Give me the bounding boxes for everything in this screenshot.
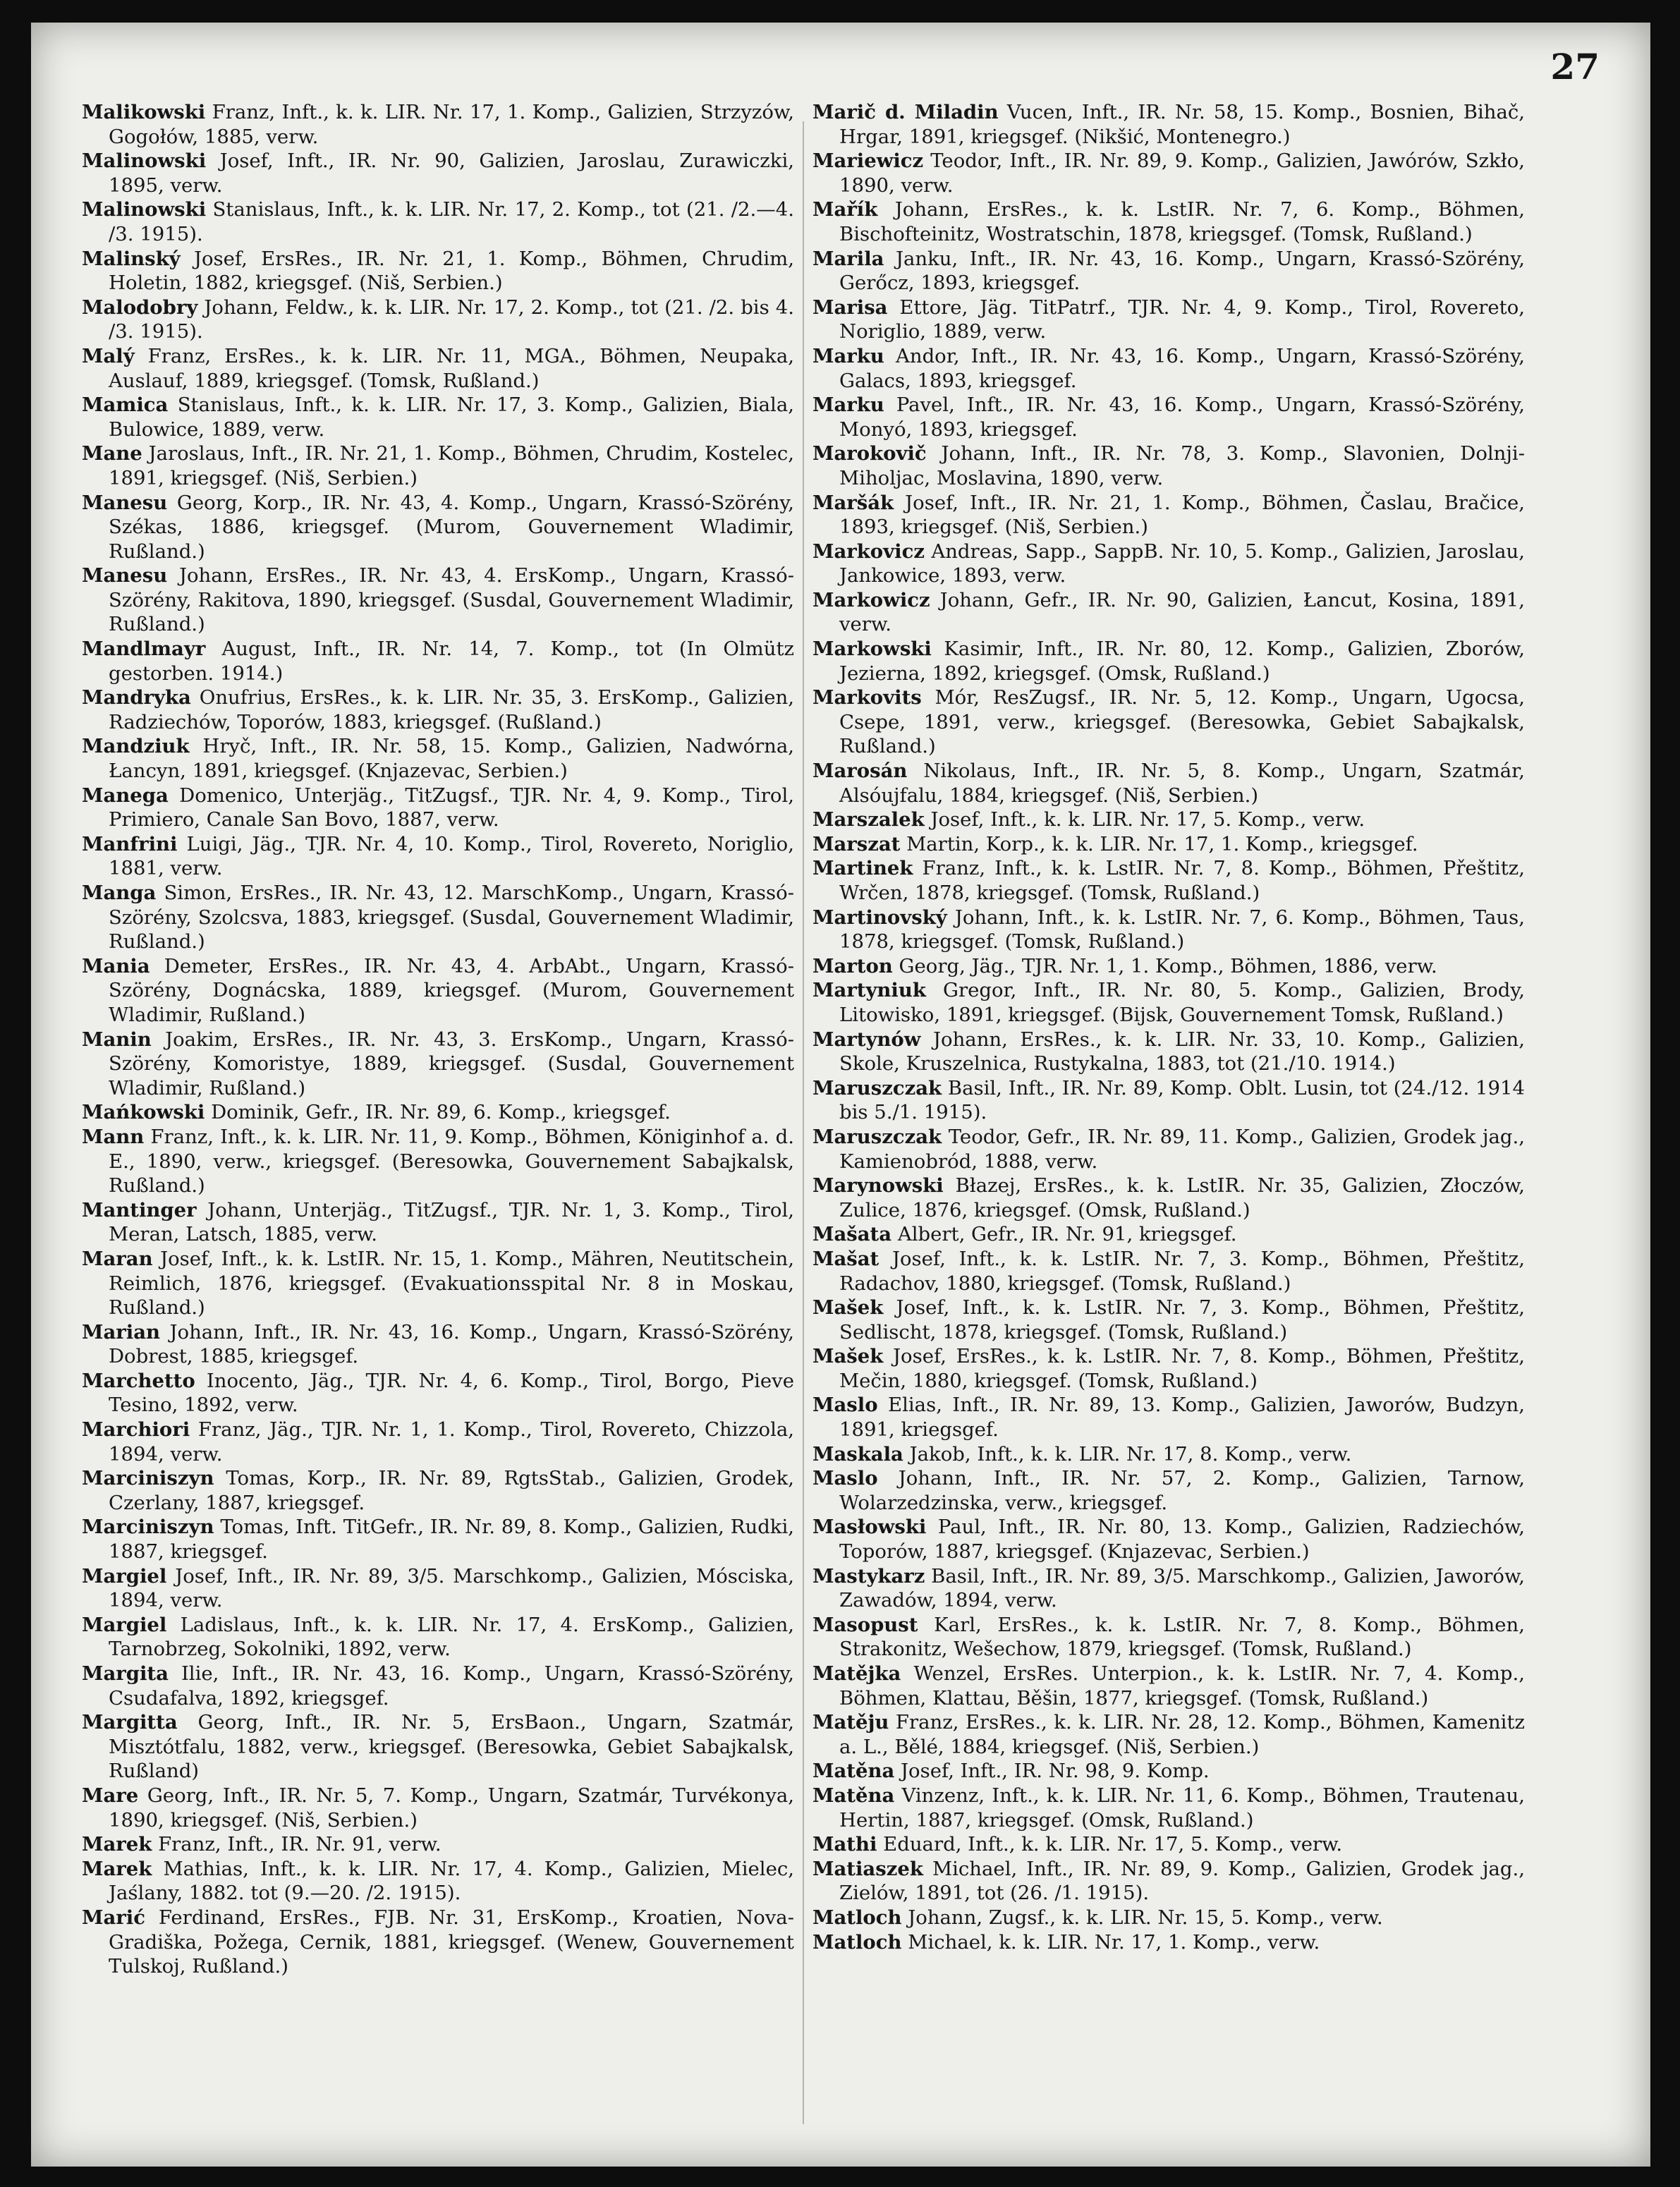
entry-surname: Marku (812, 344, 884, 367)
register-entry (812, 1710, 1525, 1759)
register-entry (812, 978, 1525, 1027)
entry-details: Simon, ErsRes., IR. Nr. 43, 12. MarschKomp., Ungarn, Krassó-Szörény, Szolcsva, 1883, kriegsgef. (Susdal, Gouvernement Wladimir, Rußland.) (109, 882, 794, 954)
entry-details: Franz, Jäg., TJR. Nr. 1, 1. Komp., Tirol, Rovereto, Chizzola, 1894, verw. (109, 1418, 795, 1466)
register-entry (82, 441, 794, 490)
entry-surname: Mandryka (82, 686, 191, 709)
entry-details: Teodor, Inft., IR. Nr. 89, 9. Komp., Galizien, Jawórów, Szkło, 1890, verw. (839, 150, 1525, 197)
entry-details: Luigi, Jäg., TJR. Nr. 4, 10. Komp., Tirol, Rovereto, Noriglio, 1881, verw. (109, 832, 794, 880)
register-entry (812, 1857, 1525, 1906)
entry-surname: Margiel (82, 1564, 167, 1588)
entry-surname: Martyniuk (812, 979, 926, 1002)
entry-surname: Mašek (812, 1296, 884, 1320)
entry-details: Albert, Gefr., IR. Nr. 91, kriegsgef. (897, 1223, 1237, 1246)
entry-details: Dominik, Gefr., IR. Nr. 89, 6. Komp., kriegsgef. (211, 1101, 671, 1124)
register-entry (812, 344, 1525, 393)
page-number: 27 (1550, 46, 1600, 87)
register-entry (812, 1564, 1525, 1613)
entry-surname: Marek (82, 1833, 152, 1856)
entry-details: Ferdinand, ErsRes., FJB. Nr. 31, ErsKomp., Kroatien, Nova-Gradiška, Požega, Cernik, 1881, kriegsgef. (Wenew, Gouvernement Tulskoj, Rußland.) (109, 1906, 794, 1978)
entry-surname: Mania (82, 954, 150, 977)
entry-details: Johann, Gefr., IR. Nr. 90, Galizien, Łancut, Kosina, 1891, verw. (839, 588, 1526, 636)
entry-details: Teodor, Gefr., IR. Nr. 89, 11. Komp., Galizien, Grodek jag., Kamienobród, 1888, verw. (839, 1125, 1525, 1173)
register-entry (82, 149, 794, 197)
register-entry (812, 1662, 1525, 1710)
register-entry (812, 540, 1525, 588)
entry-details: Franz, Inft., k. k. LIR. Nr. 17, 1. Komp., Galizien, Strzyzów, Gogołów, 1885, verw. (109, 101, 794, 148)
entry-surname: Manega (82, 784, 169, 807)
left-column (82, 100, 794, 1979)
register-entry (82, 1320, 794, 1369)
entry-surname: Maslo (812, 1394, 878, 1417)
register-entry (82, 247, 794, 296)
entry-surname: Marila (812, 247, 884, 270)
entry-details: Domenico, Unterjäg., TitZugsf., TJR. Nr. 4, 9. Komp., Tirol, Primiero, Canale San Bovo, 1887, verw. (109, 784, 795, 831)
entry-surname: Matloch (812, 1906, 902, 1929)
register-entry (812, 1028, 1525, 1076)
entry-details: Johann, Inft., IR. Nr. 57, 2. Komp., Galizien, Tarnow, Wolarzedzinska, verw., kriegsgef. (839, 1467, 1525, 1514)
register-entry (82, 832, 794, 881)
entry-details: Jakob, Inft., k. k. LIR. Nr. 17, 8. Komp., verw. (909, 1442, 1352, 1466)
register-entry (82, 344, 794, 393)
entry-surname: Masłowski (812, 1516, 927, 1539)
entry-details: Josef, ErsRes., IR. Nr. 21, 1. Komp., Böhmen, Chrudim, Holetin, 1882, kriegsgef. (Niš, Serbien.) (109, 247, 794, 295)
register-entry (82, 1198, 794, 1247)
entry-details: Mathias, Inft., k. k. LIR. Nr. 17, 4. Komp., Galizien, Mielec, Jaślany, 1882. tot (9.—20. /2. 1915). (109, 1857, 794, 1905)
register-entry (812, 441, 1525, 490)
register-entry (812, 1906, 1525, 1930)
entry-surname: Mańkowski (82, 1101, 205, 1124)
entry-surname: Mathi (812, 1833, 877, 1856)
entry-details: Inocento, Jäg., TJR. Nr. 4, 6. Komp., Tirol, Borgo, Pieve Tesino, 1892, verw. (109, 1369, 794, 1417)
entry-details: Eduard, Inft., k. k. LIR. Nr. 17, 5. Komp., verw. (883, 1833, 1343, 1856)
entry-details: Basil, Inft., IR. Nr. 89, 3/5. Marschkomp., Galizien, Jaworów, Zawadów, 1894, verw. (839, 1564, 1525, 1612)
register-entry (812, 149, 1525, 197)
entry-surname: Martinek (812, 857, 913, 880)
entry-details: Paul, Inft., IR. Nr. 80, 13. Komp., Galizien, Radziechów, Toporów, 1887, kriegsgef. (Knjazevac, Serbien.) (839, 1516, 1526, 1564)
entry-details: Johann, ErsRes., IR. Nr. 43, 4. ErsKomp., Ungarn, Krassó-Szörény, Rakitova, 1890, kriegsgef. (Susdal, Gouvernement Wladimir, Rußland.) (109, 564, 794, 636)
register-entry (812, 1784, 1525, 1832)
entry-surname: Marchetto (82, 1369, 195, 1392)
entry-surname: Marič d. Miladin (812, 101, 999, 123)
entry-surname: Manin (82, 1028, 152, 1051)
register-entry (812, 856, 1525, 905)
entry-details: Demeter, ErsRes., IR. Nr. 43, 4. ArbAbt., Ungarn, Krassó-Szörény, Dognácska, 1889, kriegsgef. (Murom, Gouvernement Wladimir, Rußland.) (109, 954, 794, 1026)
entry-details: Johann, Inft., IR. Nr. 78, 3. Komp., Slavonien, Dolnji-Miholjac, Moslavina, 1890, verw. (839, 442, 1525, 489)
entry-details: Josef, Inft., IR. Nr. 89, 3/5. Marschkomp., Galizien, Mósciska, 1894, verw. (109, 1564, 794, 1612)
entry-surname: Matěna (812, 1760, 895, 1783)
entry-surname: Maskala (812, 1442, 903, 1466)
entry-surname: Marchiori (82, 1418, 190, 1442)
register-entry (82, 637, 794, 686)
register-entry (82, 1418, 794, 1466)
entry-details: Kasimir, Inft., IR. Nr. 80, 12. Komp., Galizien, Zborów, Jezierna, 1892, kriegsgef. (Omsk, Rußland.) (839, 638, 1525, 685)
entry-details: Josef, Inft., k. k. LstIR. Nr. 15, 1. Komp., Mähren, Neutitschein, Reimlich, 1876, kriegsgef. (Evakuationsspital Nr. 8 in Moskau, Rußland.) (109, 1247, 794, 1320)
entry-details: Janku, Inft., IR. Nr. 43, 16. Komp., Ungarn, Krassó-Szörény, Gerőcz, 1893, kriegsgef. (839, 247, 1525, 295)
entry-surname: Mandlmayr (82, 638, 206, 661)
entry-details: Vucen, Inft., IR. Nr. 58, 15. Komp., Bosnien, Bihač, Hrgar, 1891, kriegsgef. (Nikšić, Montenegro.) (839, 101, 1525, 148)
register-entry (82, 734, 794, 783)
entry-details: Ladislaus, Inft., k. k. LIR. Nr. 17, 4. ErsKomp., Galizien, Tarnobrzeg, Sokolniki, 1892, verw. (109, 1613, 794, 1661)
entry-details: Nikolaus, Inft., IR. Nr. 5, 8. Komp., Ungarn, Szatmár, Alsóujfalu, 1884, kriegsgef. (Niš, Serbien.) (839, 760, 1525, 807)
entry-details: Franz, Inft., k. k. LstIR. Nr. 7, 8. Komp., Böhmen, Přeštitz, Wrčen, 1878, kriegsgef. (Tomsk, Rußland.) (839, 857, 1525, 904)
register-entry (82, 1515, 794, 1564)
entry-details: Josef, Inft., k. k. LstIR. Nr. 7, 3. Komp., Böhmen, Přeštitz, Sedlischt, 1878, kriegsgef. (Tomsk, Rußland.) (839, 1296, 1525, 1344)
entry-details: Georg, Inft., IR. Nr. 5, 7. Komp., Ungarn, Szatmár, Turvékonya, 1890, kriegsgef. (Niš, Serbien.) (109, 1784, 794, 1832)
entry-surname: Malikowski (82, 101, 206, 123)
register-entry (812, 808, 1525, 832)
entry-surname: Marciniszyn (82, 1467, 214, 1490)
entry-surname: Manesu (82, 491, 168, 514)
entry-details: Josef, Inft., IR. Nr. 98, 9. Komp. (901, 1760, 1210, 1783)
entry-surname: Masopust (812, 1613, 918, 1636)
entry-surname: Malinowski (82, 150, 207, 173)
entry-surname: Marton (812, 954, 893, 977)
entry-surname: Marynowski (812, 1174, 944, 1198)
register-entry (812, 1832, 1525, 1857)
register-entry (82, 1028, 794, 1101)
register-entry (812, 296, 1525, 344)
entry-surname: Maruszczak (812, 1076, 942, 1099)
entry-details: Josef, Inft., k. k. LIR. Nr. 17, 5. Komp., verw. (930, 808, 1365, 831)
register-entry (82, 1100, 794, 1125)
entry-details: Johann, Inft., IR. Nr. 43, 16. Komp., Ungarn, Krassó-Szörény, Dobrest, 1885, kriegsgef. (109, 1320, 794, 1368)
entry-details: Michael, k. k. LIR. Nr. 17, 1. Komp., verw. (908, 1930, 1320, 1954)
register-entry (812, 247, 1525, 296)
register-entry (82, 784, 794, 832)
register-entry (82, 563, 794, 637)
entry-details: Johann, Zugsf., k. k. LIR. Nr. 15, 5. Komp., verw. (908, 1906, 1383, 1929)
entry-details: Tomas, Inft. TitGefr., IR. Nr. 89, 8. Komp., Galizien, Rudki, 1887, kriegsgef. (109, 1516, 794, 1564)
entry-surname: Maruszczak (812, 1125, 942, 1148)
register-entry (812, 1222, 1525, 1247)
entry-details: Andreas, Sapp., SappB. Nr. 10, 5. Komp., Galizien, Jaroslau, Jankowice, 1893, verw. (839, 540, 1525, 587)
register-entry (812, 1613, 1525, 1662)
entry-surname: Matěna (812, 1784, 895, 1807)
register-entry (812, 1393, 1525, 1442)
entry-details: Georg, Inft., IR. Nr. 5, ErsBaon., Ungarn, Szatmár, Misztótfalu, 1882, verw., kriegsgef. (Beresowka, Gebiet Sabajkalsk, Rußland) (109, 1711, 794, 1783)
register-entry (812, 393, 1525, 441)
register-entry (812, 1076, 1525, 1125)
entry-surname: Matějka (812, 1662, 901, 1685)
register-entry (82, 881, 794, 954)
entry-surname: Marian (82, 1320, 161, 1344)
register-entry (812, 1125, 1525, 1174)
register-entry (82, 1832, 794, 1857)
register-entry (812, 759, 1525, 808)
entry-details: Johann, Unterjäg., TitZugsf., TJR. Nr. 1, 3. Komp., Tirol, Meran, Latsch, 1885, verw. (109, 1198, 794, 1246)
entry-surname: Mašek (812, 1345, 884, 1368)
register-entry (82, 197, 794, 246)
register-entry (812, 1930, 1525, 1955)
entry-details: Stanislaus, Inft., k. k. LIR. Nr. 17, 2. Komp., tot (21. /2.—4. /3. 1915). (109, 198, 794, 245)
register-entry (812, 100, 1525, 149)
entry-details: Franz, ErsRes., k. k. LIR. Nr. 11, MGA., Böhmen, Neupaka, Auslauf, 1889, kriegsgef. (Tomsk, Rußland.) (109, 344, 794, 392)
register-entry (812, 1466, 1525, 1515)
entry-surname: Manesu (82, 564, 168, 587)
register-entry (812, 1296, 1525, 1344)
entry-details: Johann, Inft., k. k. LstIR. Nr. 7, 6. Komp., Böhmen, Taus, 1878, kriegsgef. (Tomsk, Rußland.) (839, 906, 1525, 954)
entry-surname: Mašata (812, 1223, 892, 1246)
register-entry (812, 588, 1525, 637)
column-divider (803, 121, 804, 2124)
entry-surname: Markovits (812, 686, 922, 709)
entry-surname: Maran (82, 1247, 153, 1270)
entry-surname: Marokovič (812, 442, 927, 465)
right-column (812, 100, 1525, 1954)
register-entry (82, 100, 794, 149)
register-entry (82, 1613, 794, 1662)
register-entry (82, 1564, 794, 1613)
entry-surname: Marić (82, 1906, 145, 1929)
entry-surname: Malodobry (82, 296, 198, 319)
register-entry (812, 1442, 1525, 1467)
entry-details: Andor, Inft., IR. Nr. 43, 16. Komp., Ungarn, Krassó-Szörény, Galacs, 1893, kriegsgef. (839, 344, 1525, 392)
entry-surname: Mastykarz (812, 1564, 925, 1588)
entry-details: Onufrius, ErsRes., k. k. LIR. Nr. 35, 3. ErsKomp., Galizien, Radziechów, Toporów, 1883, kriegsgef. (Rußland.) (109, 686, 794, 733)
entry-details: August, Inft., IR. Nr. 14, 7. Komp., tot (In Olmütz gestorben. 1914.) (109, 638, 794, 685)
entry-details: Josef, Inft., IR. Nr. 90, Galizien, Jaroslau, Zurawiczki, 1895, verw. (109, 150, 794, 197)
entry-surname: Mane (82, 442, 142, 465)
entry-details: Georg, Korp., IR. Nr. 43, 4. Komp., Ungarn, Krassó-Szörény, Székas, 1886, kriegsgef. (Murom, Gouvernement Wladimir, Rußland.) (109, 491, 794, 563)
register-entry (812, 954, 1525, 979)
entry-details: Martin, Korp., k. k. LIR. Nr. 17, 1. Komp., kriegsgef. (906, 832, 1418, 855)
entry-details: Elias, Inft., IR. Nr. 89, 13. Komp., Galizien, Jaworów, Budzyn, 1891, kriegsgef. (839, 1394, 1525, 1442)
entry-surname: Mašat (812, 1247, 879, 1270)
register-entry (812, 197, 1525, 246)
entry-surname: Mariewicz (812, 150, 924, 173)
entry-surname: Marku (812, 394, 884, 417)
register-entry (82, 954, 794, 1028)
entry-surname: Mann (82, 1125, 145, 1148)
entry-surname: Manfrini (82, 832, 178, 855)
entry-surname: Martinovský (812, 906, 947, 929)
register-entry (82, 393, 794, 441)
entry-details: Franz, ErsRes., k. k. LIR. Nr. 28, 12. Komp., Böhmen, Kamenitz a. L., Bělé, 1884, kriegsgef. (Niš, Serbien.) (839, 1711, 1525, 1758)
entry-surname: Manga (82, 882, 157, 904)
entry-surname: Matloch (812, 1930, 902, 1954)
register-entry (82, 1906, 794, 1979)
register-entry (812, 832, 1525, 857)
entry-details: Michael, Inft., IR. Nr. 89, 9. Komp., Galizien, Grodek jag., Zielów, 1891, tot (26. /1. 1915). (839, 1857, 1525, 1905)
entry-details: Jaroslaus, Inft., IR. Nr. 21, 1. Komp., Böhmen, Chrudim, Kostelec, 1891, kriegsgef. (Niš, Serbien.) (109, 442, 794, 489)
register-entry (82, 491, 794, 564)
register-entry (812, 906, 1525, 954)
register-entry (812, 686, 1525, 759)
entry-details: Johann, Feldw., k. k. LIR. Nr. 17, 2. Komp., tot (21. /2. bis 4. /3. 1915). (109, 296, 794, 343)
entry-surname: Marszalek (812, 808, 925, 831)
entry-details: Josef, Inft., k. k. LstIR. Nr. 7, 3. Komp., Böhmen, Přeštitz, Radachov, 1880, kriegsgef. (Tomsk, Rußland.) (839, 1247, 1525, 1295)
entry-surname: Matiaszek (812, 1857, 923, 1880)
entry-surname: Markovicz (812, 540, 925, 563)
entry-surname: Margiel (82, 1613, 167, 1636)
register-entry (812, 1247, 1525, 1296)
entry-details: Franz, Inft., IR. Nr. 91, verw. (158, 1833, 442, 1856)
entry-surname: Margitta (82, 1711, 178, 1734)
entry-details: Gregor, Inft., IR. Nr. 80, 5. Komp., Galizien, Brody, Litowisko, 1891, kriegsgef. (Bijsk, Gouvernement Tomsk, Rußland.) (839, 979, 1525, 1026)
register-entry (82, 296, 794, 344)
entry-details: Georg, Jäg., TJR. Nr. 1, 1. Komp., Böhmen, 1886, verw. (899, 954, 1437, 977)
entry-surname: Markowski (812, 638, 932, 661)
entry-surname: Mandziuk (82, 735, 190, 758)
entry-surname: Mantinger (82, 1198, 197, 1222)
entry-details: Mór, ResZugsf., IR. Nr. 5, 12. Komp., Ungarn, Ugocsa, Csepe, 1891, verw., kriegsgef. (Beresowka, Gebiet Sabajkalsk, Rußland.) (839, 686, 1525, 758)
register-entry (812, 1759, 1525, 1784)
entry-details: Hryč, Inft., IR. Nr. 58, 15. Komp., Galizien, Nadwórna, Łancyn, 1891, kriegsgef. (Knjazevac, Serbien.) (109, 735, 794, 783)
register-entry (82, 1710, 794, 1784)
register-entry (82, 1784, 794, 1832)
register-entry (812, 1344, 1525, 1393)
entry-details: Wenzel, ErsRes. Unterpion., k. k. LstIR. Nr. 7, 4. Komp., Böhmen, Klattau, Běšin, 1877, kriegsgef. (Tomsk, Rußland.) (839, 1662, 1525, 1710)
entry-details: Karl, ErsRes., k. k. LstIR. Nr. 7, 8. Komp., Böhmen, Strakonitz, Wešechow, 1879, kriegsgef. (Tomsk, Rußland.) (839, 1613, 1525, 1661)
entry-surname: Margita (82, 1662, 169, 1685)
entry-surname: Marszat (812, 832, 901, 855)
register-entry (82, 1662, 794, 1710)
entry-details: Vinzenz, Inft., k. k. LIR. Nr. 11, 6. Komp., Böhmen, Trautenau, Hertin, 1887, kriegsgef. (Omsk, Rußland.) (839, 1784, 1525, 1832)
entry-details: Ilie, Inft., IR. Nr. 43, 16. Komp., Ungarn, Krassó-Szörény, Csudafalva, 1892, kriegsgef. (109, 1662, 794, 1710)
entry-surname: Marisa (812, 296, 888, 319)
entry-details: Błazej, ErsRes., k. k. LstIR. Nr. 35, Galizien, Złoczów, Zulice, 1876, kriegsgef. (Omsk, Rußland.) (839, 1174, 1525, 1222)
entry-details: Josef, ErsRes., k. k. LstIR. Nr. 7, 8. Komp., Böhmen, Přeštitz, Mečin, 1880, kriegsgef. (Tomsk, Rußland.) (839, 1345, 1525, 1392)
register-entry (82, 1125, 794, 1198)
register-entry (82, 1466, 794, 1515)
page-sheet (31, 23, 1650, 2167)
entry-details: Franz, Inft., k. k. LIR. Nr. 11, 9. Komp., Böhmen, Königinhof a. d. E., 1890, verw., kriegsgef. (Beresowka, Gouvernement Sabajkalsk, Rußland.) (109, 1125, 794, 1198)
entry-surname: Malý (82, 344, 135, 367)
entry-surname: Mařík (812, 198, 878, 221)
entry-details: Johann, ErsRes., k. k. LIR. Nr. 33, 10. Komp., Galizien, Skole, Kruszelnica, Rustykalna, 1883, tot (21./10. 1914.) (839, 1028, 1526, 1076)
entry-surname: Marciniszyn (82, 1516, 214, 1539)
register-entry (812, 491, 1525, 540)
entry-details: Joakim, ErsRes., IR. Nr. 43, 3. ErsKomp., Ungarn, Krassó-Szörény, Komoristye, 1889, kriegsgef. (Susdal, Gouvernement Wladimir, Rußland.) (109, 1028, 794, 1099)
entry-surname: Malinowski (82, 198, 207, 221)
register-entry (82, 1247, 794, 1320)
entry-details: Johann, ErsRes., k. k. LstIR. Nr. 7, 6. Komp., Böhmen, Bischofteinitz, Wostratschin, 1878, kriegsgef. (Tomsk, Rußland.) (839, 198, 1525, 245)
entry-surname: Maslo (812, 1467, 878, 1490)
entry-surname: Markowicz (812, 588, 930, 611)
entry-details: Tomas, Korp., IR. Nr. 89, RgtsStab., Galizien, Grodek, Czerlany, 1887, kriegsgef. (109, 1467, 794, 1514)
register-entry (812, 637, 1525, 686)
entry-details: Stanislaus, Inft., k. k. LIR. Nr. 17, 3. Komp., Galizien, Biala, Bulowice, 1889, verw. (109, 394, 794, 441)
entry-surname: Marek (82, 1857, 152, 1880)
register-entry (82, 1369, 794, 1418)
entry-surname: Matěju (812, 1711, 889, 1734)
register-entry (812, 1515, 1525, 1564)
entry-surname: Mare (82, 1784, 139, 1807)
register-entry (812, 1174, 1525, 1222)
entry-surname: Martynów (812, 1028, 921, 1051)
entry-details: Josef, Inft., IR. Nr. 21, 1. Komp., Böhmen, Časlau, Bračice, 1893, kriegsgef. (Niš, Serbien.) (839, 491, 1525, 539)
register-entry (82, 686, 794, 734)
register-entry (82, 1857, 794, 1906)
entry-details: Ettore, Jäg. TitPatrf., TJR. Nr. 4, 9. Komp., Tirol, Rovereto, Noriglio, 1889, verw. (839, 296, 1525, 343)
entry-details: Basil, Inft., IR. Nr. 89, Komp. Oblt. Lusin, tot (24./12. 1914 bis 5./1. 1915). (839, 1076, 1525, 1124)
entry-surname: Marosán (812, 760, 908, 783)
entry-surname: Malinský (82, 247, 181, 270)
entry-surname: Maršák (812, 491, 894, 514)
entry-surname: Mamica (82, 394, 169, 417)
entry-details: Pavel, Inft., IR. Nr. 43, 16. Komp., Ungarn, Krassó-Szörény, Monyó, 1893, kriegsgef. (839, 394, 1525, 441)
